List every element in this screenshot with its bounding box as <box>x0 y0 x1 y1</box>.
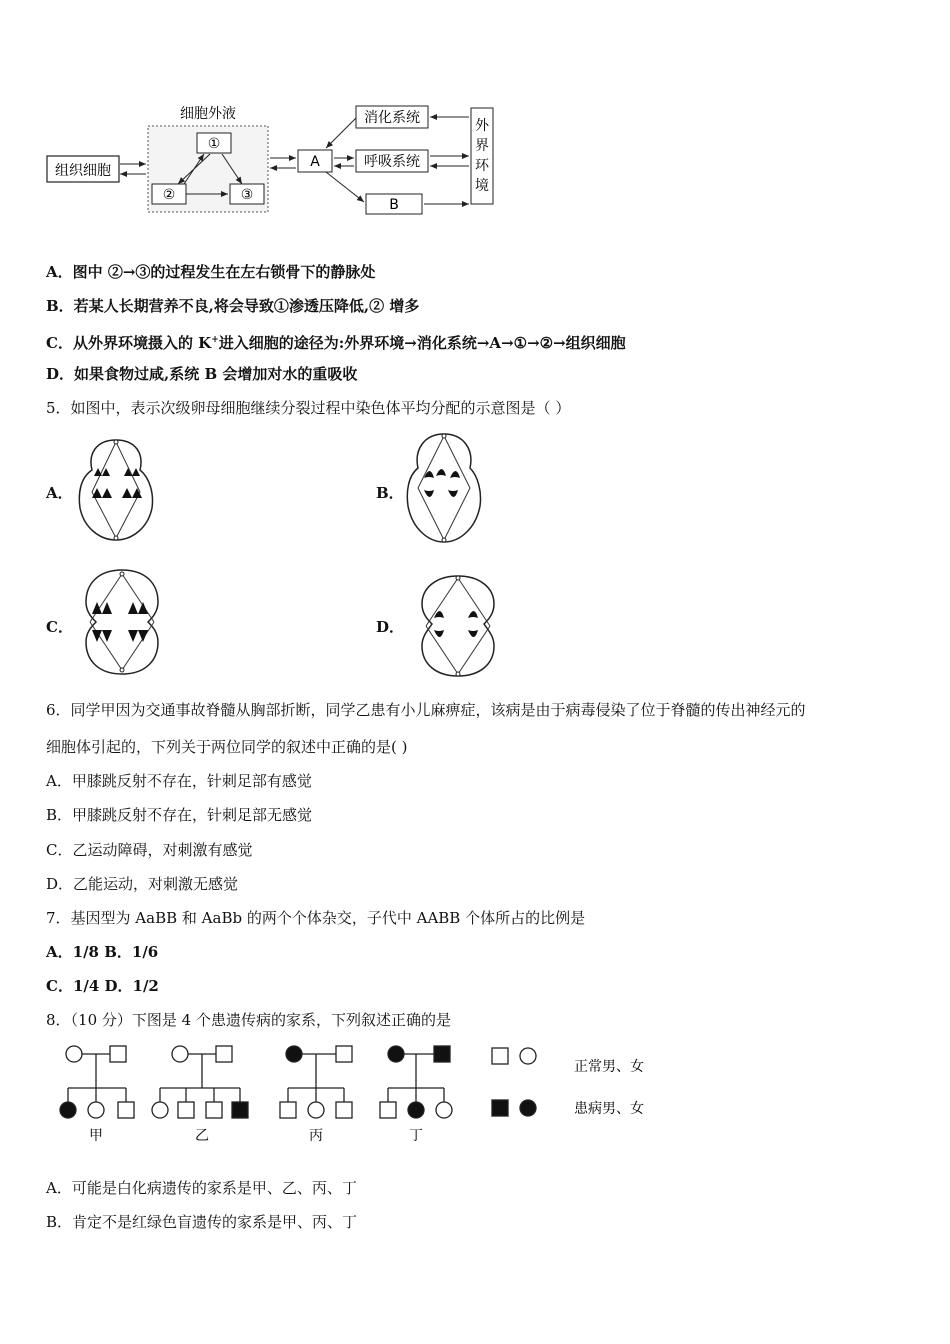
q5-label-d: D． <box>376 618 405 636</box>
pedigree-label-jia: 甲 <box>89 1128 103 1144</box>
cell-figure-c <box>80 566 164 678</box>
q5-label-c: C． <box>46 618 73 636</box>
q8-option-a: A．可能是白化病遗传的家系是甲、乙、丙、丁 <box>46 1179 357 1197</box>
extracellular-label: 细胞外液 <box>180 106 236 122</box>
q5-label-a: A． <box>46 484 73 502</box>
q4-option-c-post: 进入细胞的途径为:外界环境→消化系统→A→①→②→组织细胞 <box>218 334 626 352</box>
q8-stem: 8．（10 分）下图是 4 个患遗传病的家系，下列叙述正确的是 <box>46 1011 451 1029</box>
external-env-label-3: 环 <box>475 158 489 174</box>
q7-stem: 7．基因型为 AaBB 和 AaBb 的两个个体杂交，子代中 AABB 个体所占的比例是 <box>46 909 586 927</box>
q7-options-ab: A．1/8 B．1/6 <box>46 943 159 961</box>
q4-option-a: A．图中 ②→③的过程发生在左右锁骨下的静脉处 <box>46 263 376 281</box>
cell-figure-b <box>402 430 486 546</box>
q4-option-c <box>46 330 626 353</box>
cell-figure-d <box>416 572 502 680</box>
cell-figure-a <box>74 436 158 544</box>
external-env-label-1: 外 <box>475 118 489 134</box>
legend-normal: 正常男、女 <box>574 1059 644 1075</box>
q4-option-c-sup: + <box>211 335 219 345</box>
q7-options-cd: C．1/4 D．1/2 <box>46 977 159 995</box>
node-a: A <box>310 154 320 170</box>
q6-stem-line1: 6．同学甲因为交通事故脊髓从胸部折断，同学乙患有小儿麻痹症，该病是由于病毒侵染了位于脊髓的传出神经元的 <box>46 701 806 719</box>
tissue-cells-label: 组织细胞 <box>55 163 111 179</box>
external-env-label-2: 界 <box>475 138 489 154</box>
node-3: ③ <box>240 187 254 203</box>
pedigree-label-bing: 丙 <box>309 1128 323 1144</box>
q6-option-b: B．甲膝跳反射不存在，针刺足部无感觉 <box>46 806 313 824</box>
node-2: ② <box>162 187 176 203</box>
q4-option-c-pre: C．从外界环境摄入的 K <box>46 334 212 352</box>
q6-option-d: D．乙能运动，对刺激无感觉 <box>46 875 239 893</box>
q5-label-b: B． <box>376 484 404 502</box>
q5-stem: 5．如图中，表示次级卵母细胞继续分裂过程中染色体平均分配的示意图是（ ） <box>46 399 571 417</box>
digestive-system-label: 消化系统 <box>364 110 420 126</box>
body-fluid-diagram <box>44 98 504 228</box>
pedigree-figure <box>52 1040 672 1150</box>
respiratory-system-label: 呼吸系统 <box>364 154 420 170</box>
q4-option-b: B．若某人长期营养不良,将会导致①渗透压降低,② 增多 <box>46 297 420 315</box>
q6-stem-line2: 细胞体引起的，下列关于两位同学的叙述中正确的是( ) <box>46 738 408 756</box>
node-1: ① <box>207 136 221 152</box>
q6-option-a: A．甲膝跳反射不存在，针刺足部有感觉 <box>46 772 312 790</box>
q8-option-b: B．肯定不是红绿色盲遗传的家系是甲、丙、丁 <box>46 1213 358 1231</box>
pedigree-label-ding: 丁 <box>409 1128 423 1144</box>
pedigree-label-yi: 乙 <box>195 1128 209 1144</box>
node-b: B <box>389 197 399 213</box>
external-env-label-4: 境 <box>475 178 489 194</box>
q6-option-c: C．乙运动障碍，对刺激有感觉 <box>46 841 253 859</box>
q4-option-d: D．如果食物过咸,系统 B 会增加对水的重吸收 <box>46 365 358 383</box>
legend-affected: 患病男、女 <box>574 1101 644 1117</box>
